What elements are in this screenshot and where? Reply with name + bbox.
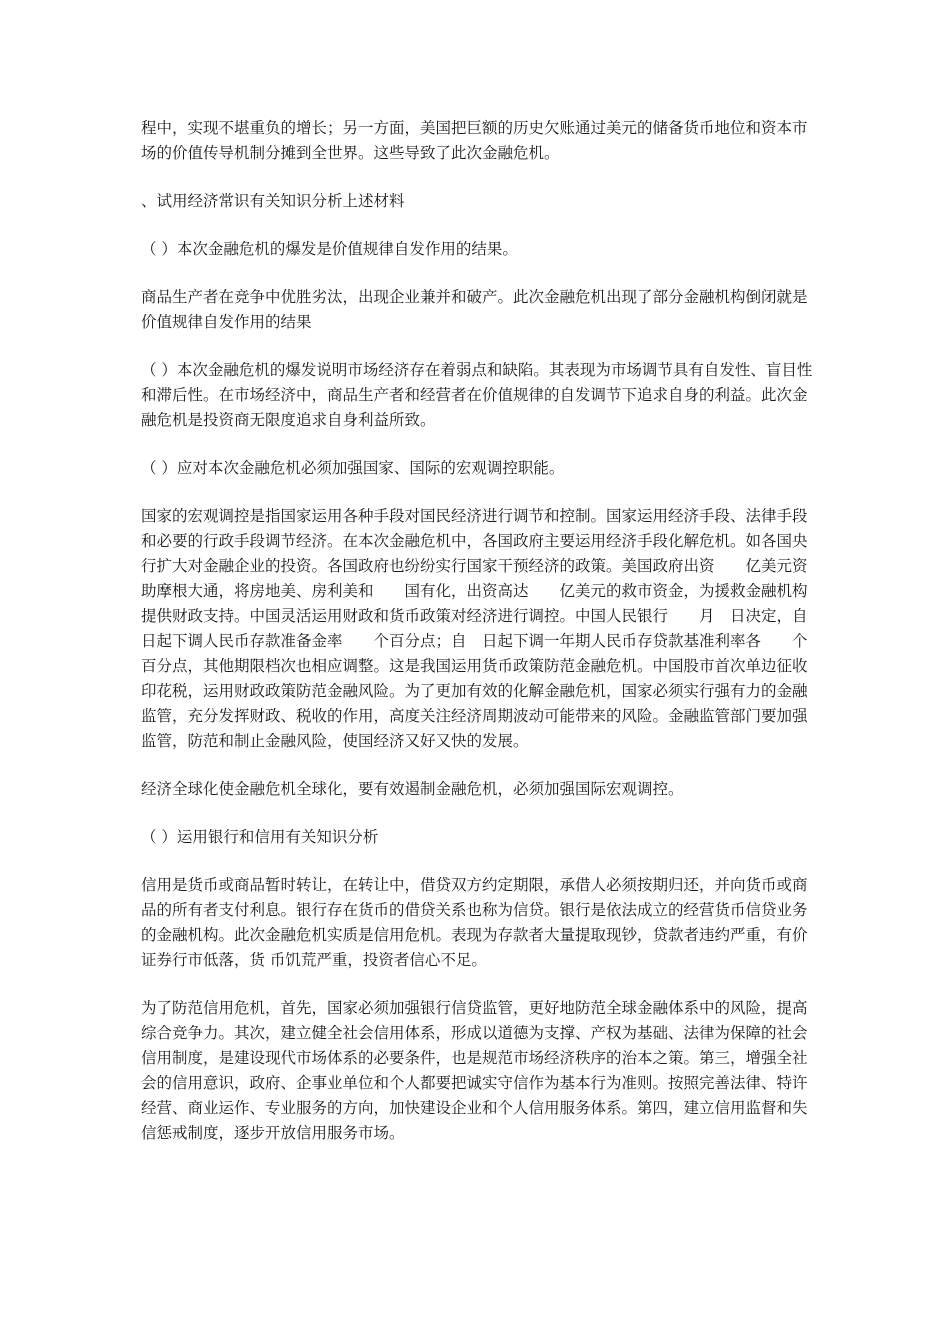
paragraph-intro-continuation: 程中，实现不堪重负的增长；另一方面，美国把巨额的历史欠账通过美元的储备货币地位和资本市场的价值传导机制分摊到全世界。这些导致了此次金融危机。 bbox=[141, 119, 808, 162]
paragraph-point-1-heading: （ ）本次金融危机的爆发是价值规律自发作用的结果。 bbox=[141, 240, 518, 258]
paragraph-point-2: （ ）本次金融危机的爆发说明市场经济存在着弱点和缺陷。其表现为市场调节具有自发性、盲目性和滞后性。在市场经济中，商品生产者和经营者在价值规律的自发调节下追求自身的利益。此次金融危机是投资商无限度追求自身利益所致。 bbox=[141, 361, 813, 429]
paragraph-point-4-heading: （ ）运用银行和信用有关知识分析 bbox=[141, 828, 379, 846]
paragraph-globalization: 经济全球化使金融危机全球化，要有效遏制金融危机，必须加强国际宏观调控。 bbox=[141, 780, 684, 798]
document-page bbox=[141, 116, 839, 1169]
paragraph-point-3-heading: （ ）应对本次金融危机必须加强国家、国际的宏观调控职能。 bbox=[141, 459, 565, 477]
paragraph-credit-measures: 为了防范信用危机，首先，国家必须加强银行信贷监管，更好地防范全球金融体系中的风险，提高综合竞争力。其次，建立健全社会信用体系，形成以道德为支撑、产权为基础、法律为保障的社会信用制度，是建设现代市场体系的必要条件，也是规范市场经济秩序的治本之策。第三，增强全社会的信用意识，政府、企事业单位和个人都要把诚实守信作为基本行为准则。按照完善法律、特许经营、商业运作、专业服务的方向，加快建设企业和个人信用服务体系。第四，建立信用监督和失信惩戒制度，逐步开放信用服务市场。 bbox=[141, 999, 808, 1142]
paragraph-point-1-body: 商品生产者在竞争中优胜劣汰，出现企业兼并和破产。此次金融危机出现了部分金融机构倒闭就是价值规律自发作用的结果 bbox=[141, 288, 808, 331]
paragraph-point-4-body: 信用是货币或商品暂时转让，在转让中，借贷双方约定期限，承借人必须按期归还，并向货币或商品的所有者支付利息。银行存在货币的借贷关系也称为信贷。银行是依法成立的经营货币信贷业务的金融机构。此次金融危机实质是信用危机。表现为存款者大量提取现钞，贷款者违约严重，有价证券行市低落，货 币饥荒严重，投资者信心不足。 bbox=[141, 876, 808, 969]
paragraph-point-3-body: 国家的宏观调控是指国家运用各种手段对国民经济进行调节和控制。国家运用经济手段、法律手段和必要的行政手段调节经济。在本次金融危机中，各国政府主要运用经济手段化解危机。如各国央行扩大对金融企业的投资。各国政府也纷纷实行国家干预经济的政策。美国政府出资 亿美元资助摩根大通，将房地美、房利美和 国有化，出资高达 亿美元的救市资金，为援救金融机构提供财政支持。中国灵活运用财政和货币政策对经济进行调控。中国人民银行 月 日决定，自 日起下调人民币存款准备金率 个百分点；自 日起下调一年期人民币存贷款基准利率各 个百分点，其他期限档次也相应调整。这是我国运用货币政策防范金融危机。中国股市首次单边征收印花税，运用财政政策防范金融风险。为了更加有效的化解金融危机，国家必须实行强有力的金融监管，充分发挥财政、税收的作用，高度关注经济周期波动可能带来的风险。金融监管部门要加强监管，防范和制止金融风险，使国经济又好又快的发展。 bbox=[141, 507, 839, 750]
paragraph-question-heading: 、试用经济常识有关知识分析上述材料 bbox=[141, 192, 405, 210]
